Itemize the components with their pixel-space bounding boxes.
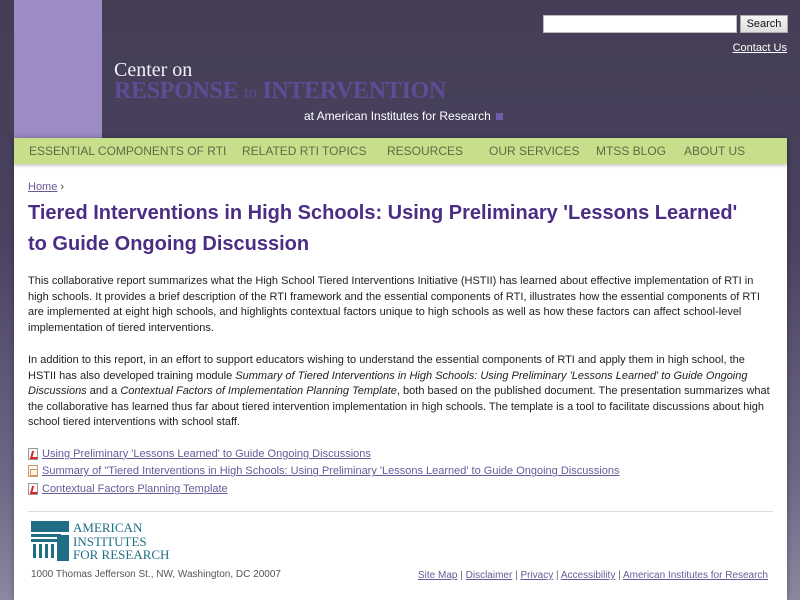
air-logo-line3: FOR RESEARCH (73, 547, 170, 562)
list-item (28, 480, 620, 498)
site-header (0, 0, 800, 138)
contact-us-link[interactable]: Contact Us (732, 42, 787, 54)
footer-separator: | (512, 570, 521, 581)
footer-link-air[interactable]: American Institutes for Research (622, 570, 768, 581)
training-module-paragraph (28, 353, 773, 431)
para-text: , both based on the published document. The presentation summarizes what the collaborative has learned thus far about tiered intervention implementation in high schools. The template is a tool to facilitate discussions about high school tiered interventions with school staff. (28, 385, 770, 428)
resource-link-lessons-learned[interactable]: Using Preliminary 'Lessons Learned' to Guide Ongoing Discussions (42, 447, 371, 460)
nav-item-related-rti-topics[interactable]: RELATED RTI TOPICS (242, 144, 367, 158)
pdf-icon (28, 483, 38, 495)
footer-link-accessibility[interactable]: Accessibility (560, 570, 616, 581)
nav-item-our-services[interactable]: OUR SERVICES (489, 144, 580, 158)
resource-link-summary[interactable]: Summary of "Tiered Interventions in High Schools: Using Preliminary 'Lessons Learned' to Guide Ongoing Discussions (42, 465, 620, 478)
footer-separator: | (615, 570, 623, 581)
logo-to: to (244, 83, 257, 102)
page-title: Tiered Interventions in High Schools: Using Preliminary 'Lessons Learned' to Guide Ongoing Discussion (28, 202, 738, 255)
air-logo-line2: INSTITUTES (73, 533, 147, 549)
breadcrumb-separator: › (60, 181, 65, 193)
resource-links (28, 445, 620, 498)
para-text: and a (86, 385, 121, 397)
site-logo-line1: Center on (114, 59, 193, 81)
site-logo-tagline (304, 109, 503, 123)
nav-item-about-us[interactable]: ABOUT US (684, 144, 746, 158)
logo-intervention: INTERVENTION (262, 78, 446, 104)
module-title: Summary of Tiered Interventions in High Schools: Using Preliminary 'Lessons Learned' to Guide Ongoing Discussions (28, 369, 748, 397)
template-title: Contextual Factors of Implementation Planning Template (120, 385, 397, 397)
list-item (28, 463, 620, 481)
footer-link-site-map[interactable]: Site Map (418, 570, 458, 581)
footer-separator: | (553, 570, 561, 581)
search-button[interactable]: Search (740, 15, 788, 33)
para-text: In addition to this report, in an effort to support educators wishing to understand the essential components of RTI and apply them in high school, the HSTII has also developed training module (28, 354, 745, 382)
list-item (28, 445, 620, 463)
nav-item-mtss-blog[interactable]: MTSS BLOG (596, 144, 667, 158)
footer-separator: | (457, 570, 466, 581)
tagline-text: at American Institutes for Research (304, 109, 491, 123)
footer-link-disclaimer[interactable]: Disclaimer (465, 570, 513, 581)
footer-link-privacy[interactable]: Privacy (520, 570, 554, 581)
column-icon (31, 521, 69, 561)
air-logo[interactable] (31, 521, 171, 561)
air-logo-line1: AMERICAN (73, 520, 143, 535)
breadcrumb-home-link[interactable]: Home (28, 181, 58, 193)
footer-address: 1000 Thomas Jefferson St., NW, Washington, DC 20007 (31, 569, 281, 580)
air-logo-text (73, 521, 169, 562)
nav-item-essential-components[interactable]: ESSENTIAL COMPONENTS OF RTI (29, 144, 227, 158)
intro-paragraph: This collaborative report summarizes what the High School Tiered Interventions Initiative (HSTII) has learned about effective implementation of RTI in high schools. It provides a brief description of the RTI framework and the essential components of RTI, illustrates how the essential components of RTI are implemented at eight high schools, and highlights contextual factors unique to high schools as well as how these factors can affect school-level implementation of tiered interventions. (28, 275, 760, 334)
page-content (14, 138, 787, 600)
pdf-icon (28, 448, 38, 460)
footer-links (418, 570, 768, 581)
site-logo-line2[interactable] (114, 78, 446, 105)
logo-response: RESPONSE (114, 78, 239, 104)
ppt-icon (28, 465, 38, 477)
footer-divider (28, 511, 773, 512)
search-input[interactable] (543, 15, 737, 33)
resource-link-planning-template[interactable]: Contextual Factors Planning Template (42, 482, 228, 495)
main-nav (14, 138, 787, 164)
breadcrumb (28, 181, 64, 193)
nav-item-resources[interactable]: RESOURCES (387, 144, 464, 158)
square-icon (496, 113, 503, 120)
